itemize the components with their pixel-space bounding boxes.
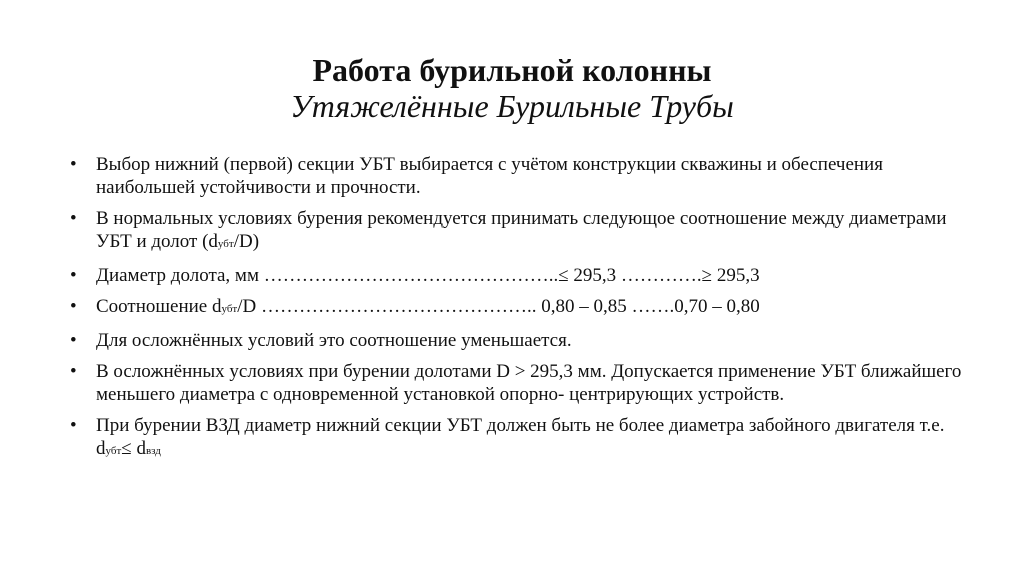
bullet-text: Для осложнённых условий это соотношение уменьшается. <box>96 330 572 351</box>
bullet-item-7 <box>70 414 970 463</box>
bullet-dot: • <box>70 296 77 317</box>
bullet-dot: • <box>70 330 77 351</box>
title-block <box>0 52 1024 124</box>
bullet-text: Соотношение d <box>96 296 222 317</box>
bullet-text: В осложнённых условиях при бурении долотами D > 295,3 мм. Допускается применение УБТ ближайшего меньшего диаметра с одновременной установкой опорно- центрирующих устройств. <box>96 361 962 405</box>
bullet-text-tail: /D) <box>233 231 260 252</box>
bullet-item-3 <box>70 264 970 287</box>
bullet-item-2 <box>70 207 970 256</box>
subscript-ubt: убт <box>217 238 234 250</box>
bullet-dot: • <box>70 265 77 286</box>
slide-subtitle: Утяжелённые Бурильные Трубы <box>290 88 734 124</box>
bullet-text-mid: ≤ d <box>121 438 146 459</box>
bullet-dot: • <box>70 154 77 175</box>
bullet-list <box>70 153 970 471</box>
bullet-text: Диаметр долота, мм ………………………………………..≤ 295,3 ………….≥ 295,3 <box>96 265 760 286</box>
bullet-text: Выбор нижний (первой) секции УБТ выбирается с учётом конструкции скважины и обеспечения наибольшей устойчивости и прочности. <box>96 154 883 198</box>
bullet-item-5 <box>70 329 970 352</box>
slide-title: Работа бурильной колонны <box>312 52 712 88</box>
bullet-dot: • <box>70 361 77 382</box>
subscript-ubt: убт <box>221 303 238 315</box>
bullet-item-4 <box>70 295 970 321</box>
bullet-item-6 <box>70 360 970 406</box>
subscript-vzd: взд <box>145 445 161 457</box>
bullet-text: В нормальных условиях бурения рекомендуется принимать следующое соотношение между диаметрами УБТ и долот (d <box>96 208 947 252</box>
bullet-text-tail: /D …………………………………….. 0,80 – 0,85 …….0,70 – 0,80 <box>237 296 760 317</box>
subscript-ubt: убт <box>105 445 122 457</box>
bullet-dot: • <box>70 415 77 436</box>
bullet-item-1 <box>70 153 970 199</box>
bullet-dot: • <box>70 208 77 229</box>
bullet-text: При бурении ВЗД диаметр нижний секции УБТ должен быть не более диаметра забойного двигателя т.е. d <box>96 415 945 459</box>
